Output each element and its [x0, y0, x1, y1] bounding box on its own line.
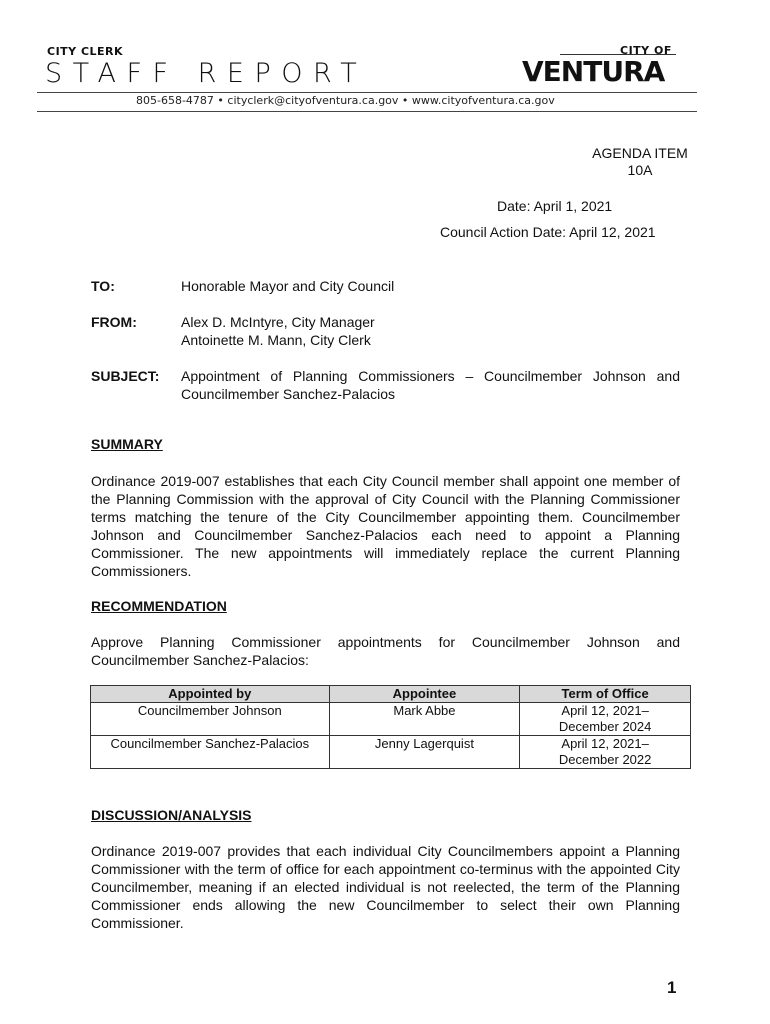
report-title: STAFF REPORT: [45, 58, 368, 89]
header-rule-bottom: [37, 111, 697, 112]
to-value: Honorable Mayor and City Council: [181, 278, 395, 294]
dept-label: CITY CLERK: [47, 45, 124, 58]
table-header-row: [91, 686, 691, 703]
term-start: April 12, 2021–: [561, 736, 649, 751]
to-label: TO:: [91, 278, 115, 294]
term-start: April 12, 2021–: [561, 703, 649, 718]
table-row: [91, 736, 691, 769]
report-date: Date: April 1, 2021: [497, 198, 613, 214]
term-end: December 2024: [558, 719, 652, 734]
appointee-cell: Mark Abbe: [329, 703, 520, 736]
from-label: FROM:: [91, 314, 137, 330]
agenda-item-label: AGENDA ITEM: [592, 145, 688, 161]
subject-label: SUBJECT:: [91, 368, 160, 384]
term-end: December 2022: [558, 752, 652, 767]
appointed-by-cell: Councilmember Johnson: [91, 703, 330, 736]
contact-line: 805-658-4787 • cityclerk@cityofventura.ca.gov • www.cityofventura.ca.gov: [136, 94, 555, 107]
discussion-text: Ordinance 2019-007 provides that each individual City Councilmembers appoint a Planning Commissioner with the term of office for each appointment co-terminus with the appointed City Councilmember, meaning if an elected individual is not reelected, the term of the Planning Commissioner ends allowing the new Councilmember to select their own Planning Commissioner.: [91, 843, 680, 931]
column-header: Appointee: [329, 686, 520, 703]
column-header: Appointed by: [91, 686, 330, 703]
appointments-table: [90, 685, 691, 769]
summary-heading: SUMMARY: [91, 436, 163, 452]
from-value-1: Alex D. McIntyre, City Manager: [181, 314, 375, 330]
appointed-by-cell: Councilmember Sanchez-Palacios: [91, 736, 330, 769]
discussion-heading: DISCUSSION/ANALYSIS: [91, 807, 252, 823]
page-number: 1: [667, 978, 677, 997]
appointee-cell: Jenny Lagerquist: [329, 736, 520, 769]
subject-value: Appointment of Planning Commissioners – Councilmember Johnson and Councilmember Sanchez-Palacios: [181, 368, 680, 402]
from-value-2: Antoinette M. Mann, City Clerk: [181, 332, 371, 348]
city-of-label: CITY OF: [620, 44, 672, 57]
council-action-date: Council Action Date: April 12, 2021: [440, 224, 656, 240]
header-rule-top: [37, 92, 697, 93]
agenda-item-number: 10A: [627, 162, 653, 178]
column-header: Term of Office: [520, 686, 691, 703]
table-row: [91, 703, 691, 736]
term-cell: [520, 703, 691, 736]
recommendation-heading: RECOMMENDATION: [91, 598, 227, 614]
summary-text: Ordinance 2019-007 establishes that each City Council member shall appoint one member of the Planning Commission with the approval of City Council with the Planning Commissioner terms matching the tenure of the City Councilmember appointing them. Councilmember Johnson and Councilmember Sanchez-Palacios each need to appoint a Planning Commissioner. The new appointments will immediately replace the current Planning Commissioners.: [91, 473, 680, 579]
city-logo: VENTURA: [522, 55, 665, 88]
term-cell: [520, 736, 691, 769]
recommendation-text: Approve Planning Commissioner appointments for Councilmember Johnson and Councilmember Sanchez-Palacios:: [91, 634, 680, 668]
